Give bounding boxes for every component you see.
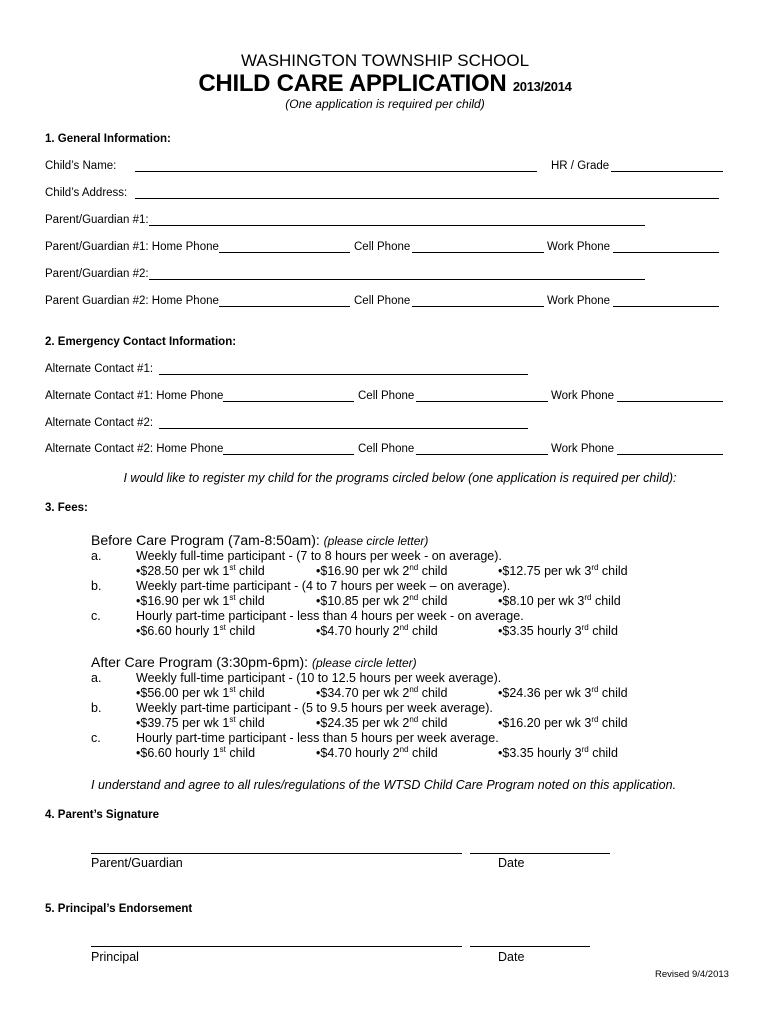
pg2-cell-field[interactable] [412, 295, 544, 307]
section-fees-heading: 3. Fees: [45, 502, 88, 514]
principal-signature-line[interactable] [91, 946, 462, 947]
after-care-title-text: After Care Program (3:30pm-6pm): [91, 654, 309, 670]
fee-price-text: •$16.90 per wk 2 [316, 564, 410, 578]
fee-price-text: •$16.20 per wk 3 [498, 716, 592, 730]
fee-price-text: •$3.35 hourly 3 [498, 746, 582, 760]
fee-child-word: child [588, 746, 618, 760]
fee-price-text: •$3.35 hourly 3 [498, 624, 582, 638]
pg2-home-phone-label: Parent Guardian #2: Home Phone [45, 295, 219, 307]
alt1-work-field[interactable] [617, 390, 723, 402]
hr-grade-field[interactable] [611, 160, 723, 172]
fee-price-text: •$4.70 hourly 2 [316, 746, 400, 760]
fee-price-child-1 [136, 746, 255, 760]
fee-price-child-3 [498, 716, 628, 730]
alt2-work-field[interactable] [617, 443, 723, 455]
page-title [0, 70, 770, 98]
title-text: CHILD CARE APPLICATION [198, 70, 507, 97]
fee-child-word: child [418, 686, 448, 700]
fee-child-word: child [588, 624, 618, 638]
fee-price-text: •$10.85 per wk 2 [316, 594, 410, 608]
fee-price-child-3 [498, 564, 628, 578]
alt2-field[interactable] [159, 417, 528, 429]
fee-price-text: •$24.35 per wk 2 [316, 716, 410, 730]
pg1-home-phone-label: Parent/Guardian #1: Home Phone [45, 241, 219, 253]
fee-option-description: Hourly part-time participant - less than 4 hours per week - on average. [136, 609, 524, 623]
school-name: WASHINGTON TOWNSHIP SCHOOL [240, 51, 530, 70]
alt2-cell-label: Cell Phone [358, 443, 415, 455]
fee-ordinal-suffix: st [219, 744, 226, 754]
page-subtitle: (One application is required per child) [285, 97, 485, 111]
section-endorsement-heading: 5. Principal’s Endorsement [45, 903, 193, 915]
fee-ordinal-suffix: nd [399, 744, 409, 754]
before-care-title-text: Before Care Program (7am-8:50am): [91, 532, 320, 548]
fee-child-word: child [408, 624, 438, 638]
fee-option-letter[interactable]: b. [91, 579, 102, 593]
childs-name-field[interactable] [135, 160, 537, 172]
agree-note: I understand and agree to all rules/regulations of the WTSD Child Care Program noted on this application. [91, 778, 677, 792]
fee-price-child-1 [136, 716, 265, 730]
fee-child-word: child [591, 594, 621, 608]
fee-price-child-2 [316, 686, 447, 700]
fee-child-word: child [408, 746, 438, 760]
alt1-home-phone-field[interactable] [223, 390, 354, 402]
fee-child-word: child [418, 564, 448, 578]
fee-option-letter[interactable]: b. [91, 701, 102, 715]
alt2-home-phone-label: Alternate Contact #2: Home Phone [45, 443, 224, 455]
fee-option-description: Hourly part-time participant - less than 5 hours per week average. [136, 731, 499, 745]
pg1-home-phone-field[interactable] [219, 241, 350, 253]
fee-price-text: •$8.10 per wk 3 [498, 594, 585, 608]
fee-child-word: child [235, 686, 265, 700]
fee-price-child-3 [498, 624, 618, 638]
fee-price-child-2 [316, 564, 447, 578]
parent-date-label: Date [498, 856, 525, 870]
fee-option-letter[interactable]: a. [91, 549, 102, 563]
fee-ordinal-suffix: st [229, 684, 236, 694]
fee-price-child-1 [136, 686, 265, 700]
fee-price-child-2 [316, 716, 447, 730]
fee-ordinal-suffix: rd [581, 744, 589, 754]
section-emergency-heading: 2. Emergency Contact Information: [45, 336, 237, 348]
fee-option-description: Weekly full-time participant - (7 to 8 hours per week - on average). [136, 549, 502, 563]
fee-price-text: •$12.75 per wk 3 [498, 564, 592, 578]
fee-option-letter[interactable]: c. [91, 609, 101, 623]
pg1-label: Parent/Guardian #1: [45, 214, 149, 226]
fee-ordinal-suffix: rd [591, 562, 599, 572]
childs-address-field[interactable] [135, 187, 719, 199]
fee-price-child-2 [316, 746, 438, 760]
fee-ordinal-suffix: st [229, 714, 236, 724]
fee-ordinal-suffix: nd [409, 714, 419, 724]
fee-option-letter[interactable]: c. [91, 731, 101, 745]
fee-price-child-2 [316, 624, 438, 638]
principal-date-label: Date [498, 950, 525, 964]
fee-price-child-3 [498, 594, 621, 608]
fee-ordinal-suffix: rd [584, 592, 592, 602]
fee-price-text: •$39.75 per wk 1 [136, 716, 230, 730]
fee-price-child-1 [136, 564, 265, 578]
pg1-cell-field[interactable] [412, 241, 544, 253]
alt2-cell-field[interactable] [416, 443, 548, 455]
fee-child-word: child [418, 716, 448, 730]
pg2-work-label: Work Phone [547, 295, 611, 307]
fee-option-letter[interactable]: a. [91, 671, 102, 685]
pg2-field[interactable] [149, 268, 645, 280]
fee-ordinal-suffix: nd [399, 622, 409, 632]
principal-label: Principal [91, 950, 139, 964]
fee-price-text: •$28.50 per wk 1 [136, 564, 230, 578]
pg1-work-label: Work Phone [547, 241, 611, 253]
pg2-cell-label: Cell Phone [354, 295, 411, 307]
pg1-work-field[interactable] [613, 241, 719, 253]
school-year: 2013/2014 [512, 79, 572, 94]
parent-signature-line[interactable] [91, 853, 462, 854]
fee-option-description: Weekly part-time participant - (5 to 9.5 hours per week average). [136, 701, 493, 715]
pg2-label: Parent/Guardian #2: [45, 268, 149, 280]
childs-name-label: Child’s Name: [45, 160, 117, 172]
childs-address-label: Child’s Address: [45, 187, 128, 199]
before-care-title [91, 532, 428, 548]
register-note: I would like to register my child for the programs circled below (one application is required per child): [123, 471, 677, 485]
alt1-cell-field[interactable] [416, 390, 548, 402]
revised-date: Revised 9/4/2013 [655, 969, 729, 980]
fee-price-text: •$56.00 per wk 1 [136, 686, 230, 700]
section-signature-heading: 4. Parent’s Signature [45, 809, 159, 821]
fee-child-word: child [598, 716, 628, 730]
fee-ordinal-suffix: st [219, 622, 226, 632]
fee-price-child-3 [498, 686, 628, 700]
parent-date-line[interactable] [470, 853, 610, 854]
fee-price-text: •$24.36 per wk 3 [498, 686, 592, 700]
fee-price-text: •$6.60 hourly 1 [136, 624, 220, 638]
alt1-cell-label: Cell Phone [358, 390, 415, 402]
alt1-field[interactable] [159, 363, 528, 375]
fee-price-child-1 [136, 624, 255, 638]
pg2-work-field[interactable] [613, 295, 719, 307]
fee-child-word: child [598, 686, 628, 700]
fee-price-child-3 [498, 746, 618, 760]
alt1-home-phone-label: Alternate Contact #1: Home Phone [45, 390, 224, 402]
after-care-circle-note: (please circle letter) [311, 656, 417, 670]
fee-price-child-2 [316, 594, 447, 608]
pg1-field[interactable] [149, 214, 645, 226]
fee-ordinal-suffix: rd [591, 684, 599, 694]
fee-ordinal-suffix: rd [581, 622, 589, 632]
alt1-work-label: Work Phone [551, 390, 615, 402]
fee-child-word: child [235, 716, 265, 730]
fee-child-word: child [225, 624, 256, 638]
pg2-home-phone-field[interactable] [219, 295, 350, 307]
fee-child-word: child [235, 594, 265, 608]
fee-price-text: •$34.70 per wk 2 [316, 686, 410, 700]
fee-ordinal-suffix: nd [409, 684, 419, 694]
fee-child-word: child [598, 564, 628, 578]
fee-ordinal-suffix: st [229, 592, 236, 602]
fee-child-word: child [235, 564, 265, 578]
alt2-label: Alternate Contact #2: [45, 417, 154, 429]
pg1-cell-label: Cell Phone [354, 241, 411, 253]
alt2-work-label: Work Phone [551, 443, 615, 455]
fee-child-word: child [418, 594, 448, 608]
after-care-title [91, 654, 417, 670]
alt1-label: Alternate Contact #1: [45, 363, 154, 375]
fee-option-description: Weekly part-time participant - (4 to 7 hours per week – on average). [136, 579, 511, 593]
before-care-circle-note: (please circle letter) [323, 534, 429, 548]
fee-ordinal-suffix: rd [591, 714, 599, 724]
fee-price-text: •$4.70 hourly 2 [316, 624, 400, 638]
fee-option-description: Weekly full-time participant - (10 to 12.5 hours per week average). [136, 671, 502, 685]
fee-ordinal-suffix: nd [409, 562, 419, 572]
hr-grade-label: HR / Grade [551, 160, 610, 172]
fee-ordinal-suffix: nd [409, 592, 419, 602]
alt2-home-phone-field[interactable] [223, 443, 354, 455]
parent-guardian-label: Parent/Guardian [91, 856, 183, 870]
fee-child-word: child [225, 746, 256, 760]
fee-price-text: •$6.60 hourly 1 [136, 746, 220, 760]
section-general-heading: 1. General Information: [45, 133, 171, 145]
fee-price-child-1 [136, 594, 265, 608]
fee-ordinal-suffix: st [229, 562, 236, 572]
principal-date-line[interactable] [470, 946, 590, 947]
fee-price-text: •$16.90 per wk 1 [136, 594, 230, 608]
